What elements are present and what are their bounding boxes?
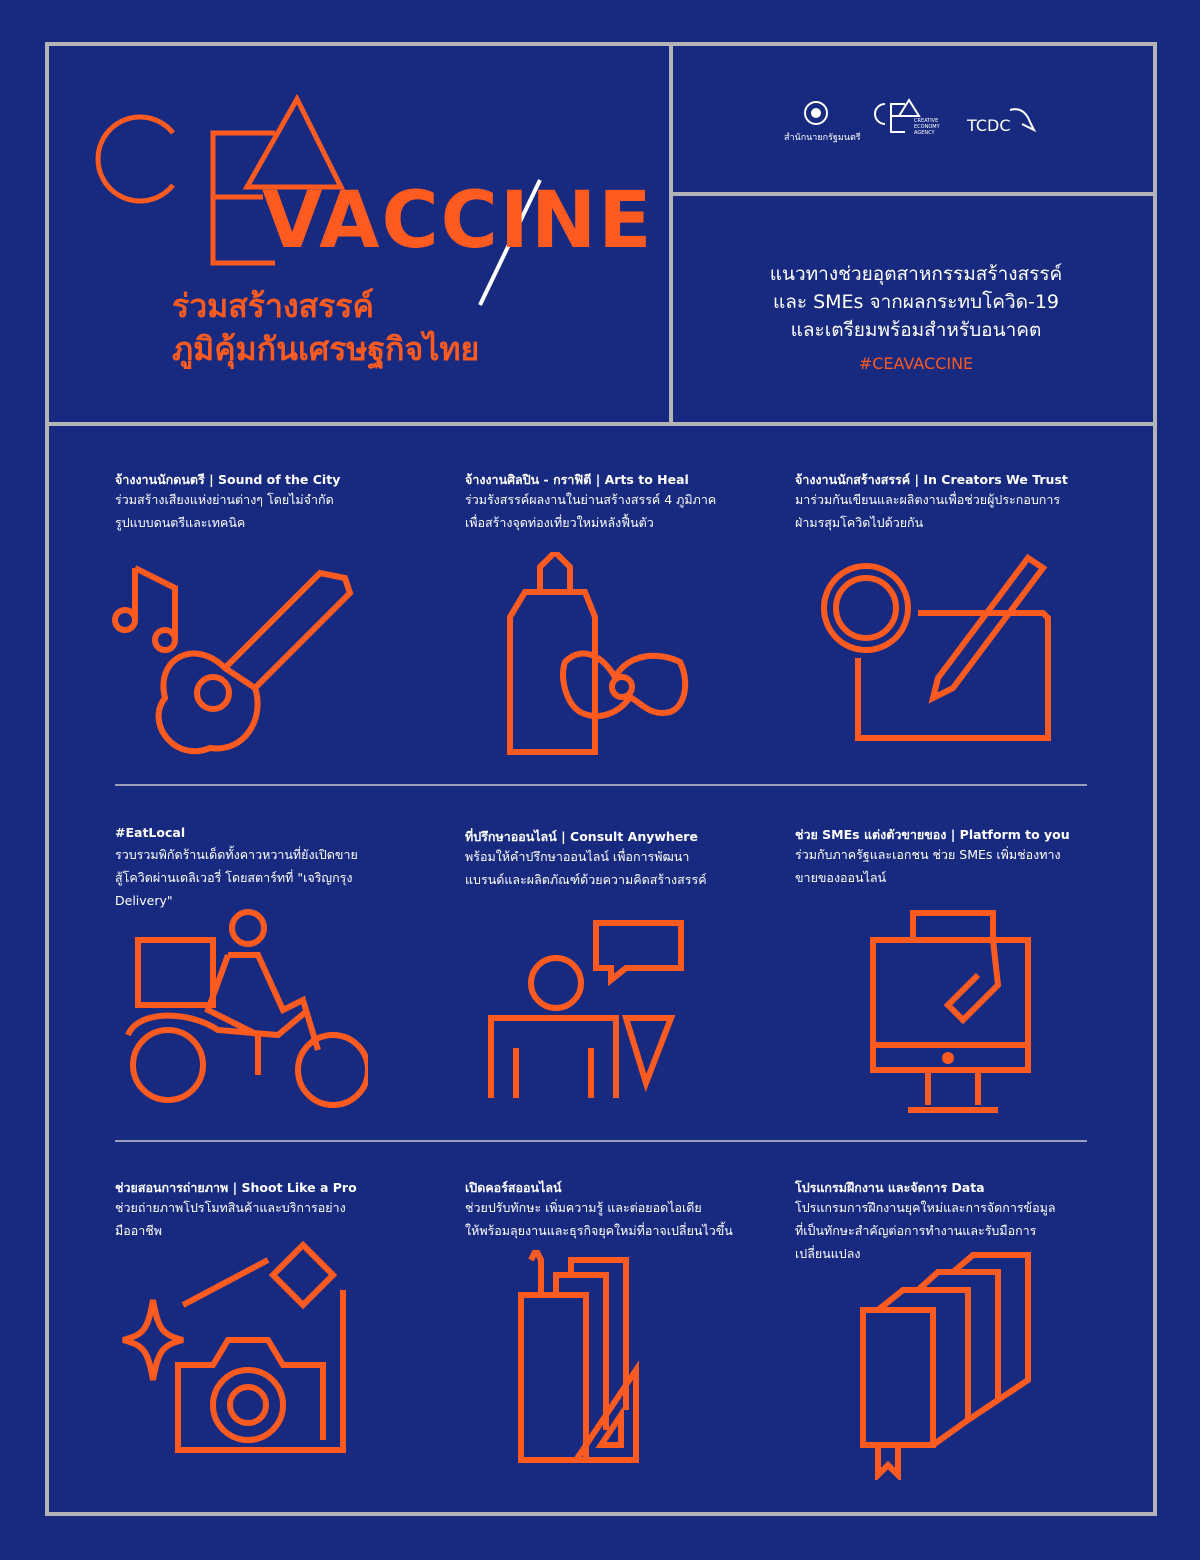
item-desc: ร่วมกับภาครัฐและเอกชน ช่วย SMEs เพิ่มช่องทาง ขายของออนไลน์ (795, 847, 1061, 885)
guitar-music-icon (105, 548, 365, 768)
government-seal-icon (801, 98, 831, 128)
sponsor-office-label: สำนักนายกรัฐมนตรี (784, 133, 861, 143)
row-divider (115, 784, 1087, 786)
intro-line2: และ SMEs จากผลกระทบโควิด-19 (772, 291, 1060, 313)
camera-icon (118, 1240, 358, 1470)
item-title: ช่วย SMEs แต่งตัวขายของ | Platform to you (795, 827, 1070, 842)
hashtag: #CEAVACCINE (858, 354, 974, 373)
delivery-bike-icon (108, 900, 368, 1120)
tablet-pen-icon (818, 548, 1058, 748)
item-title: ที่ปรึกษาออนไลน์ | Consult Anywhere (465, 829, 698, 844)
item-title: จ้างงานนักสร้างสรรค์ | In Creators We Trust (795, 472, 1068, 487)
sponsor-tcdc-label: TCDC (967, 116, 1011, 135)
item-desc: พร้อมให้คำปรึกษาออนไลน์ เพื่อการพัฒนา แบรนด์และผลิตภัณฑ์ด้วยความคิดสร้างสรรค์ (465, 849, 707, 887)
item-desc: โปรแกรมการฝึกงานยุคใหม่และการจัดการข้อมูล ที่เป็นทักษะสำคัญต่อการทำงานและรับมือการ เปลี่ยนแปลง (795, 1200, 1056, 1261)
tcdc-swoosh-icon (1008, 104, 1038, 134)
item-title: โปรแกรมฝึกงาน และจัดการ Data (795, 1180, 985, 1195)
stacked-books-icon (858, 1250, 1048, 1480)
item-desc: ร่วมรังสรรค์ผลงานในย่านสร้างสรรค์ 4 ภูมิภาค เพื่อสร้างจุดท่องเที่ยวใหม่หลังฟื้นตัว (465, 492, 717, 530)
sponsor-cea-label: CREATIVE ECONOMY AGENCY (914, 118, 940, 136)
item-title: เปิดคอร์สออนไลน์ (465, 1180, 562, 1195)
monitor-shopping-icon (868, 905, 1038, 1115)
item-desc: ช่วยปรับทักษะ เพิ่มความรู้ และต่อยอดไอเดีย ให้พร้อมลุยงานและธุรกิจยุคใหม่ที่อาจเปลี่ยนไวขึ้น (465, 1200, 733, 1238)
thai-title-line2: ภูมิคุ้มกันเศรษฐกิจไทย (172, 330, 480, 368)
item-desc: ร่วมสร้างเสียงแห่งย่านต่างๆ โดยไม่จำกัด รูปแบบดนตรีและเทคนิค (115, 492, 334, 530)
item-desc: ช่วยถ่ายภาพโปรโมทสินค้าและบริการอย่าง มืออาชีพ (115, 1200, 346, 1238)
intro-line3: และเตรียมพร้อมสำหรับอนาคต (790, 319, 1042, 341)
spray-can-icon (500, 552, 700, 762)
notebook-ruler-icon (516, 1250, 696, 1480)
item-desc: มาร่วมกันเขียนและผลิตงานเพื่อช่วยผู้ประกอบการ ฝ่ามรสุมโควิดไปด้วยกัน (795, 492, 1061, 530)
thai-title-line1: ร่วมสร้างสรรค์ (172, 287, 374, 325)
consultant-chat-icon (486, 918, 686, 1108)
intro-text (676, 260, 1156, 344)
item-desc: รวบรวมพิกัดร้านเด็ดทั้งคาวหวานที่ยังเปิดขาย สู้โควิดผ่านเดลิเวอรี่ โดยสตาร์ทที่ "เจริญกรุง Delivery" (115, 847, 358, 908)
item-title: ช่วยสอนการถ่ายภาพ | Shoot Like a Pro (115, 1180, 357, 1195)
item-title: #EatLocal (115, 825, 186, 840)
item-title: จ้างงานนักดนตรี | Sound of the City (115, 472, 341, 487)
row-divider (115, 1140, 1087, 1142)
intro-line1: แนวทางช่วยอุตสาหกรรมสร้างสรรค์ (769, 263, 1063, 285)
item-title: จ้างงานศิลปิน - กราฟิตี | Arts to Heal (465, 472, 689, 487)
brand-word: VACCINE (262, 176, 654, 266)
